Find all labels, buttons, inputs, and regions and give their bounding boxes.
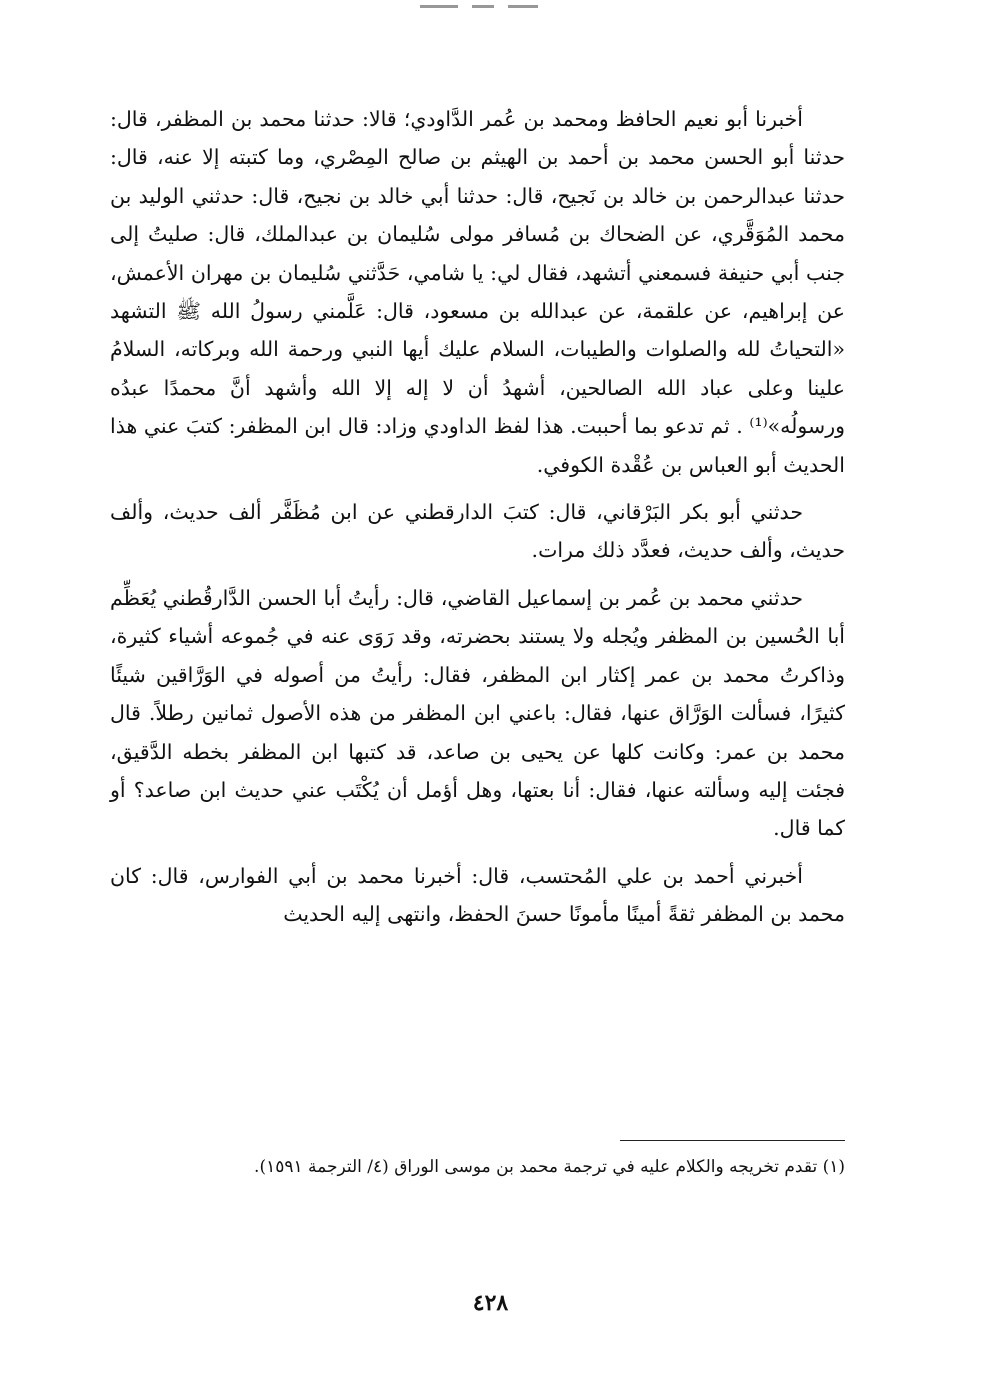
paragraph-1: أخبرنا أبو نعيم الحافظ ومحمد بن عُمر الدَّاودي؛ قالا: حدثنا محمد بن المظفر، قال: حدثنا أبو الحسن محمد بن أحمد بن الهيثم بن صالح المِصْري، وما كتبته إلا عنه، قال: حدثنا عبدالرحمن بن خالد بن نَجيح، قال: حدثنا أبي خالد بن نجيح، قال: حدثني الوليد بن محمد المُوَقَّري، عن الضحاك بن مُسافر مولى سُليمان بن عبدالملك، قال: صليتُ إلى جنب أبي حنيفة فسمعني أتشهد، فقال لي: يا شامي، حَدَّثني سُليمان بن مهران الأعمش، عن إبراهيم، عن علقمة، عن عبدالله بن مسعود، قال: عَلَّمني رسولُ الله ﷺ التشهد «التحياتُ لله والصلوات والطيبات، السلام عليك أيها النبي ورحمة الله وبركاته، السلامُ علينا وعلى عباد الله الصالحين، أشهدُ أن لا إله إلا الله وأشهد أنَّ محمدًا عبدُه ورسولُه»⁽¹⁾ . ثم تدعو بما أحببت. هذا لفظ الداودي وزاد: قال ابن المظفر: كتبَ عني هذا الحديث أبو العباس بن عُقْدة الكوفي. xyxy=(110,107,845,477)
footnote-separator xyxy=(620,1140,845,1141)
scan-artifact xyxy=(420,0,570,12)
paragraph-4: أخبرني أحمد بن علي المُحتسب، قال: أخبرنا محمد بن أبي الفوارس، قال: كان محمد بن المظفر ثقةً أمينًا مأمونًا حسنَ الحفظ، وانتهى إليه الحديث xyxy=(110,863,845,927)
paragraph-3: حدثني محمد بن عُمر بن إسماعيل القاضي، قال: رأيتُ أبا الحسن الدَّارقُطني يُعَظِّم أبا الحُسين بن المظفر ويُجله ولا يستند بحضرته، وقد رَوَى عنه في جُموعه أشياء كثيرة، وذاكرتُ محمد بن عمر إكثار ابن المظفر، فقال: رأيتُ من أصوله في الوَرَّاقين شيئًا كثيرًا، فسألت الوَرَّاق عنها، فقال: باعني ابن المظفر من هذه الأصول ثمانين رطلاً. قال محمد بن عمر: وكانت كلها عن يحيى بن صاعد، قد كتبها ابن المظفر بخطه الدَّقيق، فجئت إليه وسألته عنها، فقال: أنا بعتها، وهل أؤمل أن يُكْتَب عني حديث ابن صاعد؟ أو كما قال. xyxy=(110,585,845,841)
page-number: ٤٢٨ xyxy=(472,1290,509,1316)
footnote: (١) تقدم تخريجه والكلام عليه في ترجمة محمد بن موسى الوراق (٤/ الترجمة ١٥٩١). xyxy=(254,1157,845,1177)
main-text xyxy=(110,100,845,934)
paragraph-2: حدثني أبو بكر البَرْقاني، قال: كتبَ الدارقطني عن ابن مُظَفَّر ألف حديث، وألف حديث، وألف حديث، فعدَّد ذلك مرات. xyxy=(110,500,845,563)
